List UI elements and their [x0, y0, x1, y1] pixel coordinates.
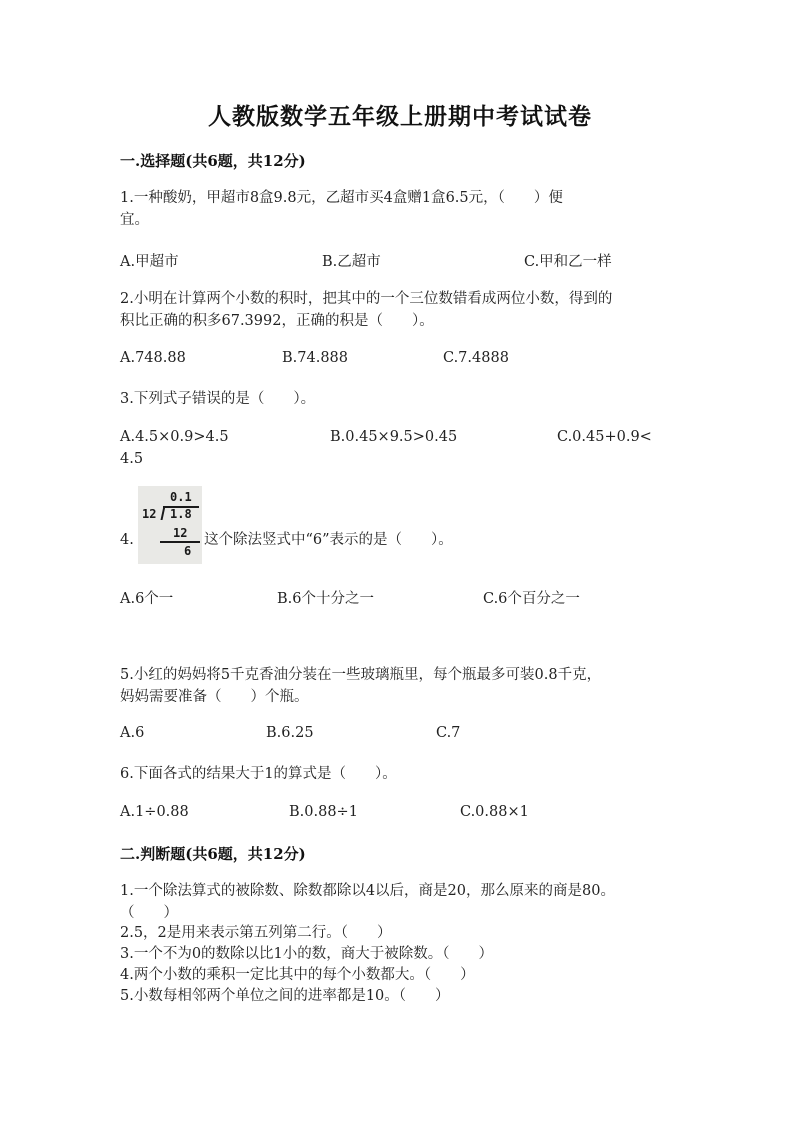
- question-1-line-2: 宜。: [120, 212, 149, 228]
- question-4-option-a: A.6个一: [120, 591, 174, 607]
- question-6-line-1: 6.下面各式的结果大于1的算式是（ ）。: [120, 766, 397, 782]
- question-2-option-a: A.748.88: [120, 350, 186, 366]
- judgment-item-2: 2.5，2是用来表示第五列第二行。（ ）: [120, 925, 392, 941]
- division-bracket: [161, 506, 165, 520]
- question-6-option-a: A.1÷0.88: [120, 804, 189, 820]
- question-4-option-c: C.6个百分之一: [483, 591, 580, 607]
- question-4-text: 这个除法竖式中“6”表示的是（ ）。: [204, 532, 453, 548]
- question-3-option-a: A.4.5×0.9>4.5: [120, 429, 229, 445]
- page-title: 人教版数学五年级上册期中考试试卷: [208, 103, 592, 130]
- judgment-item-1-blank: （ ）: [120, 905, 178, 921]
- question-1-option-a: A.甲超市: [120, 254, 179, 270]
- question-2-option-b: B.74.888: [282, 350, 349, 366]
- question-2-line-2: 积比正确的积多67.3992，正确的积是（ ）。: [120, 313, 434, 329]
- question-5-option-a: A.6: [120, 725, 145, 741]
- division-subtract-line: [160, 541, 200, 543]
- division-remainder: 6: [184, 544, 192, 558]
- judgment-item-3: 3.一个不为0的数除以比1小的数，商大于被除数。（ ）: [120, 946, 494, 962]
- question-4-number: 4.: [120, 532, 134, 548]
- judgment-item-4: 4.两个小数的乘积一定比其中的每个小数都大。（ ）: [120, 967, 475, 983]
- division-dividend: 1.8: [170, 507, 192, 521]
- question-6-option-c: C.0.88×1: [460, 804, 529, 820]
- question-3-line-1: 3.下列式子错误的是（ ）。: [120, 391, 316, 407]
- division-divisor: 12: [142, 507, 157, 521]
- question-5-line-1: 5.小红的妈妈将5千克香油分装在一些玻璃瓶里，每个瓶最多可装0.8千克，: [120, 667, 602, 683]
- judgment-item-1: 1.一个除法算式的被除数、除数都除以4以后，商是20，那么原来的商是80。: [120, 883, 615, 899]
- long-division-figure: [138, 486, 202, 564]
- division-product: 12: [173, 526, 188, 540]
- question-2-option-c: C.7.4888: [443, 350, 509, 366]
- question-2-line-1: 2.小明在计算两个小数的积时，把其中的一个三位数错看成两位小数，得到的: [120, 291, 613, 307]
- question-3-option-c-wrap: 4.5: [120, 451, 144, 467]
- question-1-line-1: 1.一种酸奶，甲超市8盒9.8元，乙超市买4盒赠1盒6.5元，（ ）便: [120, 190, 563, 206]
- question-5-line-2: 妈妈需要准备（ ）个瓶。: [120, 689, 309, 705]
- division-quotient: 0.1: [170, 490, 192, 504]
- question-6-option-b: B.0.88÷1: [289, 804, 358, 820]
- section-heading-choice: 一.选择题(共6题，共12分): [120, 152, 306, 170]
- question-3-option-c: C.0.45+0.9<: [557, 429, 652, 445]
- judgment-item-5: 5.小数每相邻两个单位之间的进率都是10。（ ）: [120, 988, 450, 1004]
- question-5-option-c: C.7: [436, 725, 461, 741]
- question-5-option-b: B.6.25: [266, 725, 314, 741]
- section-heading-judgment: 二.判断题(共6题，共12分): [120, 845, 306, 863]
- question-3-option-b: B.0.45×9.5>0.45: [330, 429, 458, 445]
- question-4-option-b: B.6个十分之一: [277, 591, 374, 607]
- question-1-option-b: B.乙超市: [322, 254, 381, 270]
- question-1-option-c: C.甲和乙一样: [524, 254, 612, 270]
